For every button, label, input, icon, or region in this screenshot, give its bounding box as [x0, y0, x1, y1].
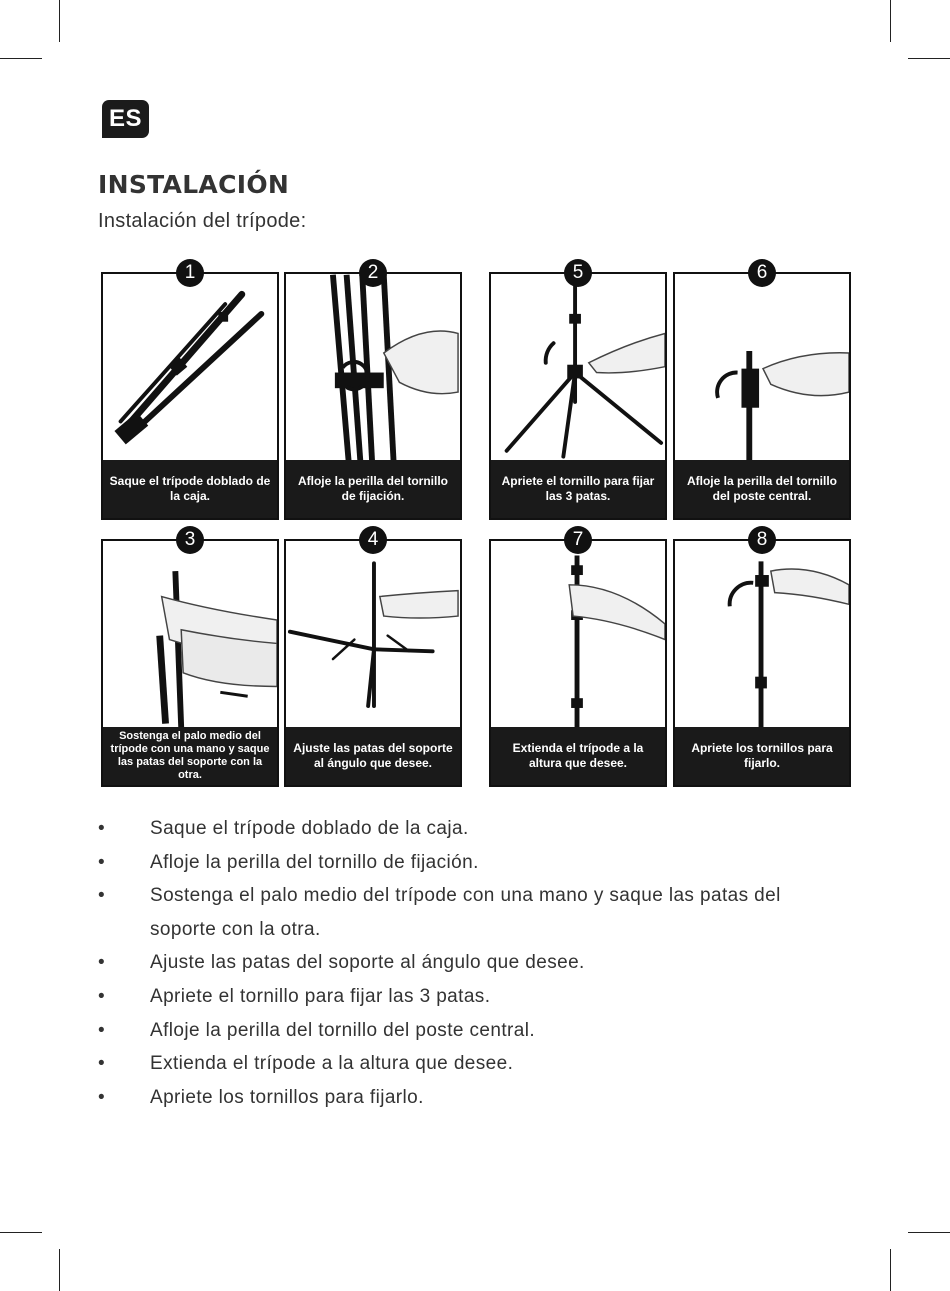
- crop-mark: [908, 1232, 950, 1233]
- step-panel-6: [673, 262, 851, 520]
- crop-mark: [908, 58, 950, 59]
- bullet: •: [98, 885, 106, 907]
- step-caption: Afloje la perilla del tornillo del poste central.: [675, 460, 849, 518]
- list-item: • Ajuste las patas del soporte al ángulo que desee.: [98, 946, 818, 980]
- step-panel-2: [284, 262, 462, 520]
- language-badge: ES: [102, 100, 149, 138]
- step-panel-3: [101, 529, 279, 787]
- list-item: • Sostenga el palo medio del trípode con una mano y saque las patas del soporte con la otra.: [98, 879, 818, 946]
- step-number: 1: [176, 259, 204, 287]
- step-number: 4: [359, 526, 387, 554]
- crop-mark: [59, 0, 60, 42]
- step-caption: Ajuste las patas del soporte al ángulo que desee.: [286, 727, 460, 785]
- step-caption: Apriete los tornillos para fijarlo.: [675, 727, 849, 785]
- step-panel-5: [489, 262, 667, 520]
- step-caption: Saque el trípode doblado de la caja.: [103, 460, 277, 518]
- step-caption: Extienda el trípode a la altura que desee.: [491, 727, 665, 785]
- step-number: 5: [564, 259, 592, 287]
- crop-mark: [59, 1249, 60, 1291]
- step-number: 6: [748, 259, 776, 287]
- bullet: •: [98, 985, 106, 1007]
- bullet: •: [98, 851, 106, 873]
- page-title: INSTALACIÓN: [98, 170, 290, 199]
- step-panel-4: [284, 529, 462, 787]
- bullet: •: [98, 818, 106, 839]
- list-item: • Apriete los tornillos para fijarlo.: [98, 1081, 818, 1115]
- list-item: • Extienda el trípode a la altura que desee.: [98, 1047, 818, 1081]
- step-number: 3: [176, 526, 204, 554]
- step-number: 7: [564, 526, 592, 554]
- list-item: • Apriete el tornillo para fijar las 3 patas.: [98, 980, 818, 1014]
- step-panel-1: [101, 262, 279, 520]
- step-panel-8: [673, 529, 851, 787]
- list-item: • Saque el trípode doblado de la caja.: [98, 812, 818, 846]
- crop-mark: [0, 58, 42, 59]
- bullet: •: [98, 1019, 106, 1041]
- instruction-list: [98, 812, 818, 1114]
- bullet: •: [98, 1086, 106, 1108]
- step-caption: Sostenga el palo medio del trípode con una mano y saque las patas del soporte con la otra.: [103, 727, 277, 785]
- crop-mark: [0, 1232, 42, 1233]
- crop-mark: [890, 0, 891, 42]
- list-item: • Afloje la perilla del tornillo de fijación.: [98, 846, 818, 880]
- step-caption: Afloje la perilla del tornillo de fijación.: [286, 460, 460, 518]
- crop-mark: [890, 1249, 891, 1291]
- bullet: •: [98, 952, 106, 974]
- step-caption: Apriete el tornillo para fijar las 3 patas.: [491, 460, 665, 518]
- step-number: 8: [748, 526, 776, 554]
- list-item: • Afloje la perilla del tornillo del poste central.: [98, 1014, 818, 1048]
- page-subtitle: Instalación del trípode:: [98, 210, 307, 232]
- step-panel-7: [489, 529, 667, 787]
- bullet: •: [98, 1053, 106, 1075]
- step-number: 2: [359, 259, 387, 287]
